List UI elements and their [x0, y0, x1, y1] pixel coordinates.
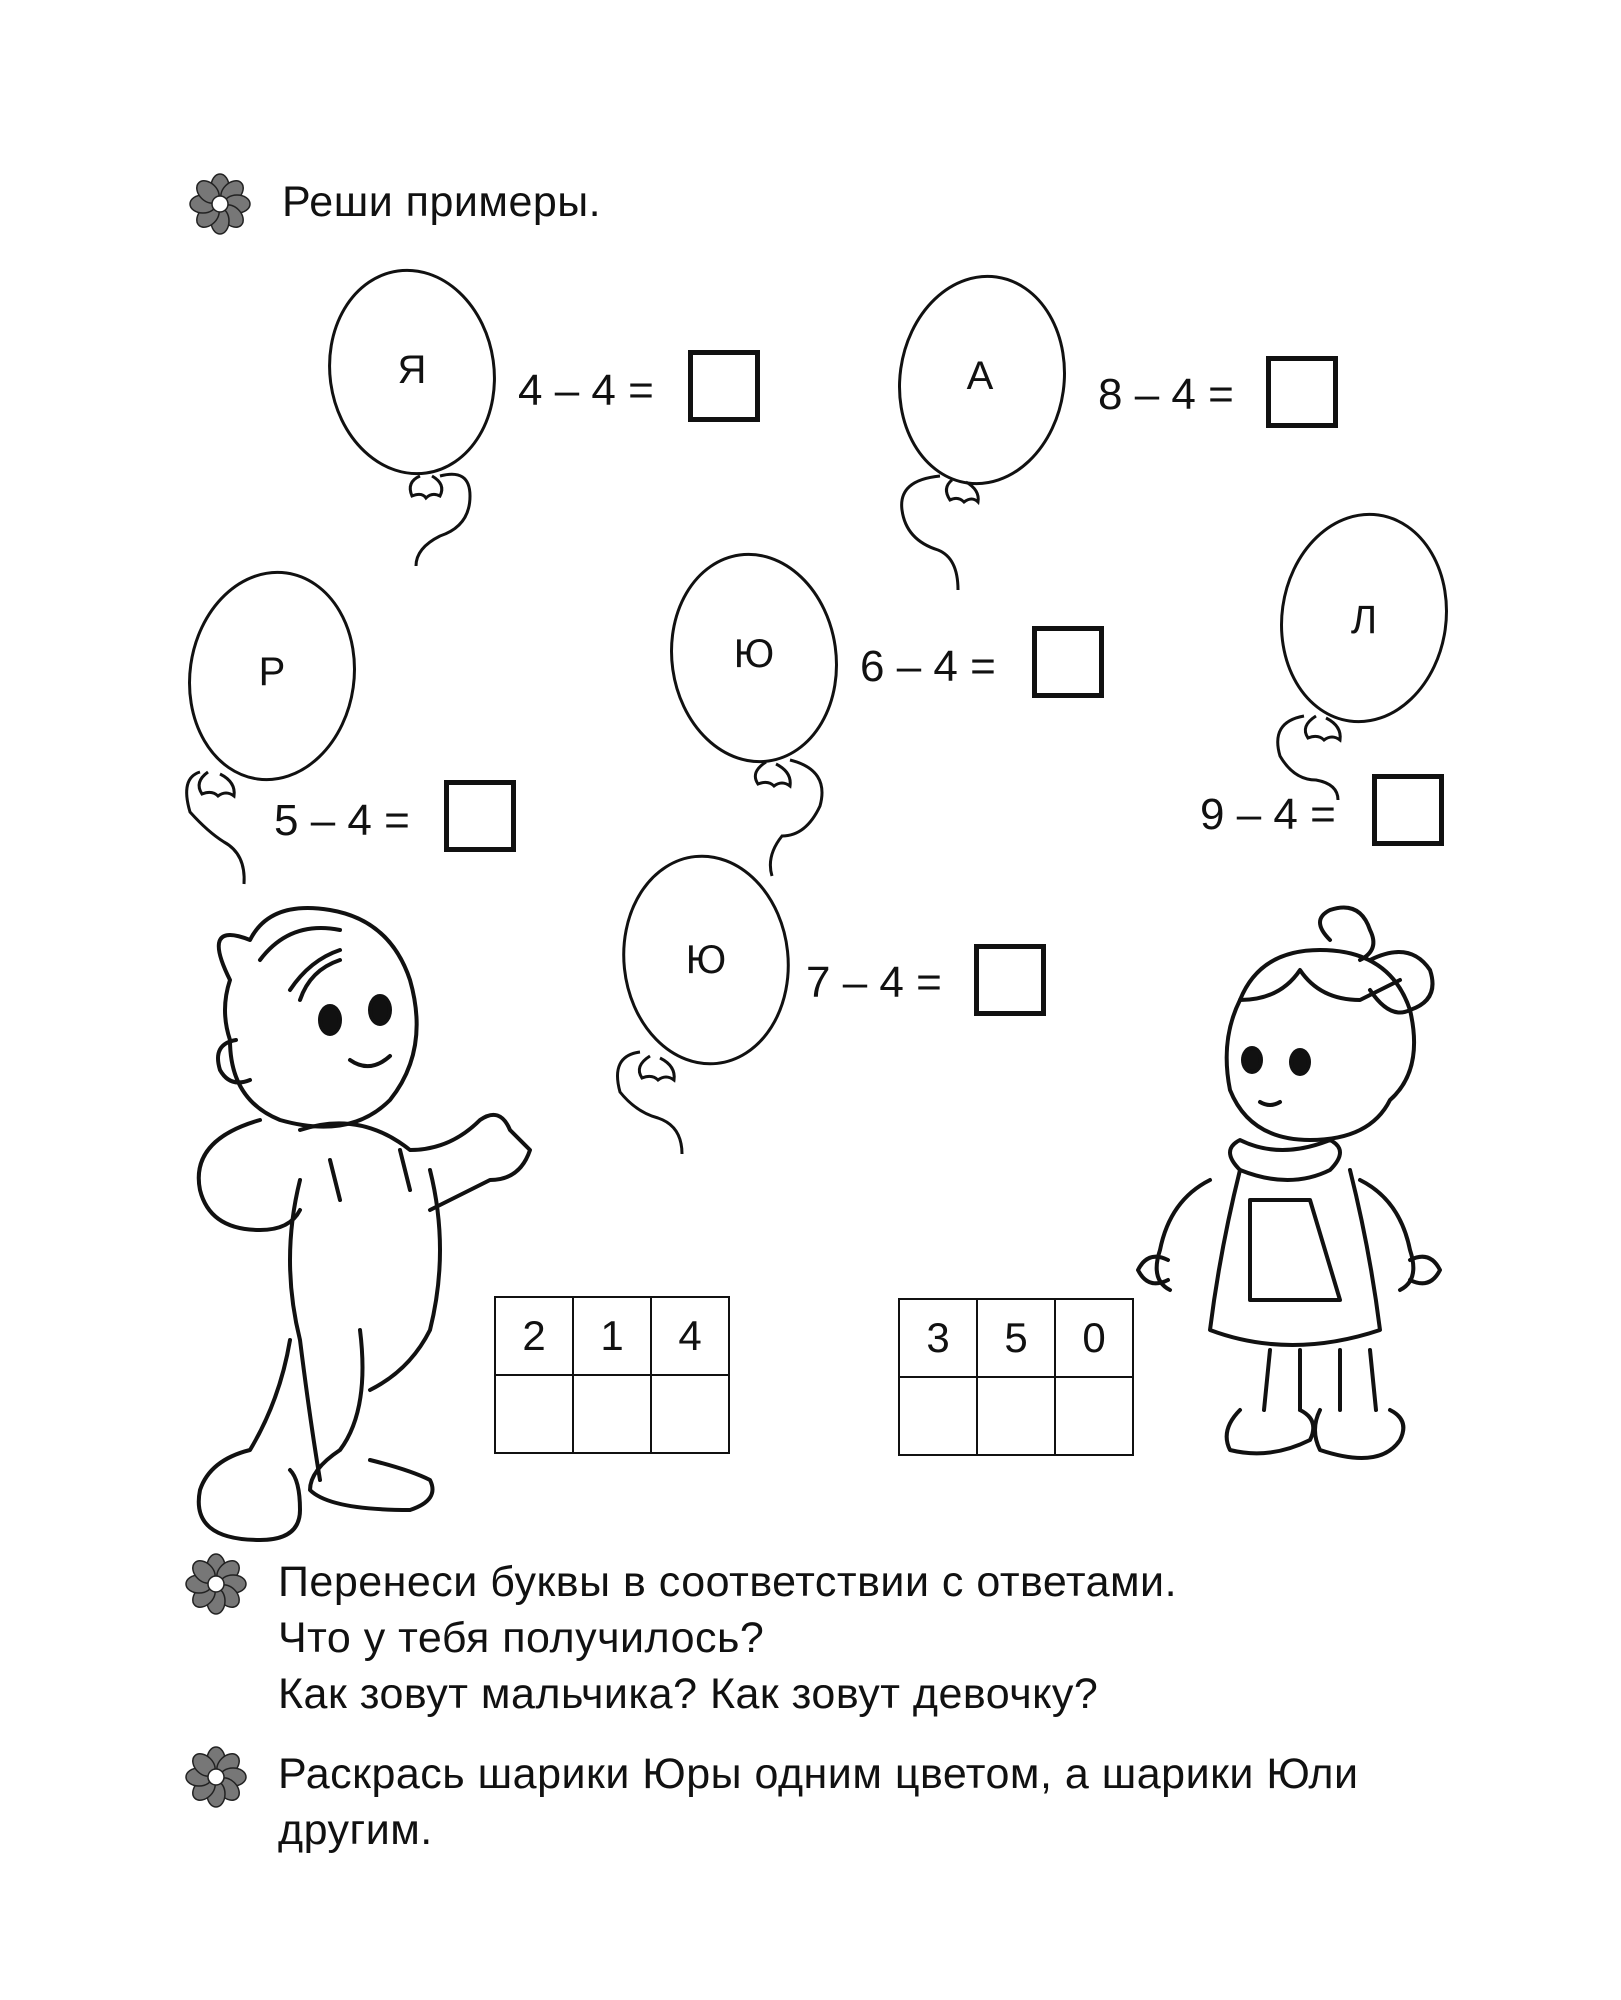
math-expression: 4 – 4 = — [518, 366, 654, 415]
boy-name-grid — [494, 1296, 730, 1454]
task-3-text — [278, 1746, 1359, 1858]
math-expression: 5 – 4 = — [274, 796, 410, 845]
task-2-text — [278, 1554, 1177, 1722]
grid-letter-cell[interactable] — [495, 1375, 573, 1453]
math-expression: 7 – 4 = — [806, 958, 942, 1007]
math-expression: 8 – 4 = — [1098, 370, 1234, 419]
task-2-line-2: Что у тебя получилось? — [278, 1614, 765, 1662]
balloon-letter: Ю — [733, 632, 775, 676]
task-1-text: Реши примеры. — [282, 178, 602, 226]
grid-digit: 4 — [651, 1297, 729, 1375]
balloon-letter: А — [966, 354, 994, 398]
grid-digit: 5 — [977, 1299, 1055, 1377]
grid-letter-cell[interactable] — [1055, 1377, 1133, 1455]
grid-digit: 0 — [1055, 1299, 1133, 1377]
grid-digit: 2 — [495, 1297, 573, 1375]
grid-letter-cell[interactable] — [899, 1377, 977, 1455]
task-2-line-3: Как зовут мальчика? Как зовут девочку? — [278, 1670, 1099, 1718]
task-3-line-1: Раскрась шарики Юры одним цветом, а шарики Юли — [278, 1750, 1359, 1798]
math-expression: 9 – 4 = — [1200, 790, 1336, 839]
grid-digit: 3 — [899, 1299, 977, 1377]
balloon-letter: Л — [1350, 598, 1378, 642]
grid-letter-cell[interactable] — [573, 1375, 651, 1453]
task-2-line-1: Перенеси буквы в соответствии с ответами. — [278, 1558, 1178, 1606]
balloon-letter: Ю — [685, 938, 727, 982]
girl-name-grid — [898, 1298, 1134, 1456]
math-expression: 6 – 4 = — [860, 642, 996, 691]
task-3-line-2: другим. — [278, 1806, 433, 1854]
balloon-letter: Я — [397, 348, 427, 392]
grid-letter-cell[interactable] — [651, 1375, 729, 1453]
grid-digit: 1 — [573, 1297, 651, 1375]
balloon-letter: Р — [258, 650, 286, 694]
grid-letter-cell[interactable] — [977, 1377, 1055, 1455]
